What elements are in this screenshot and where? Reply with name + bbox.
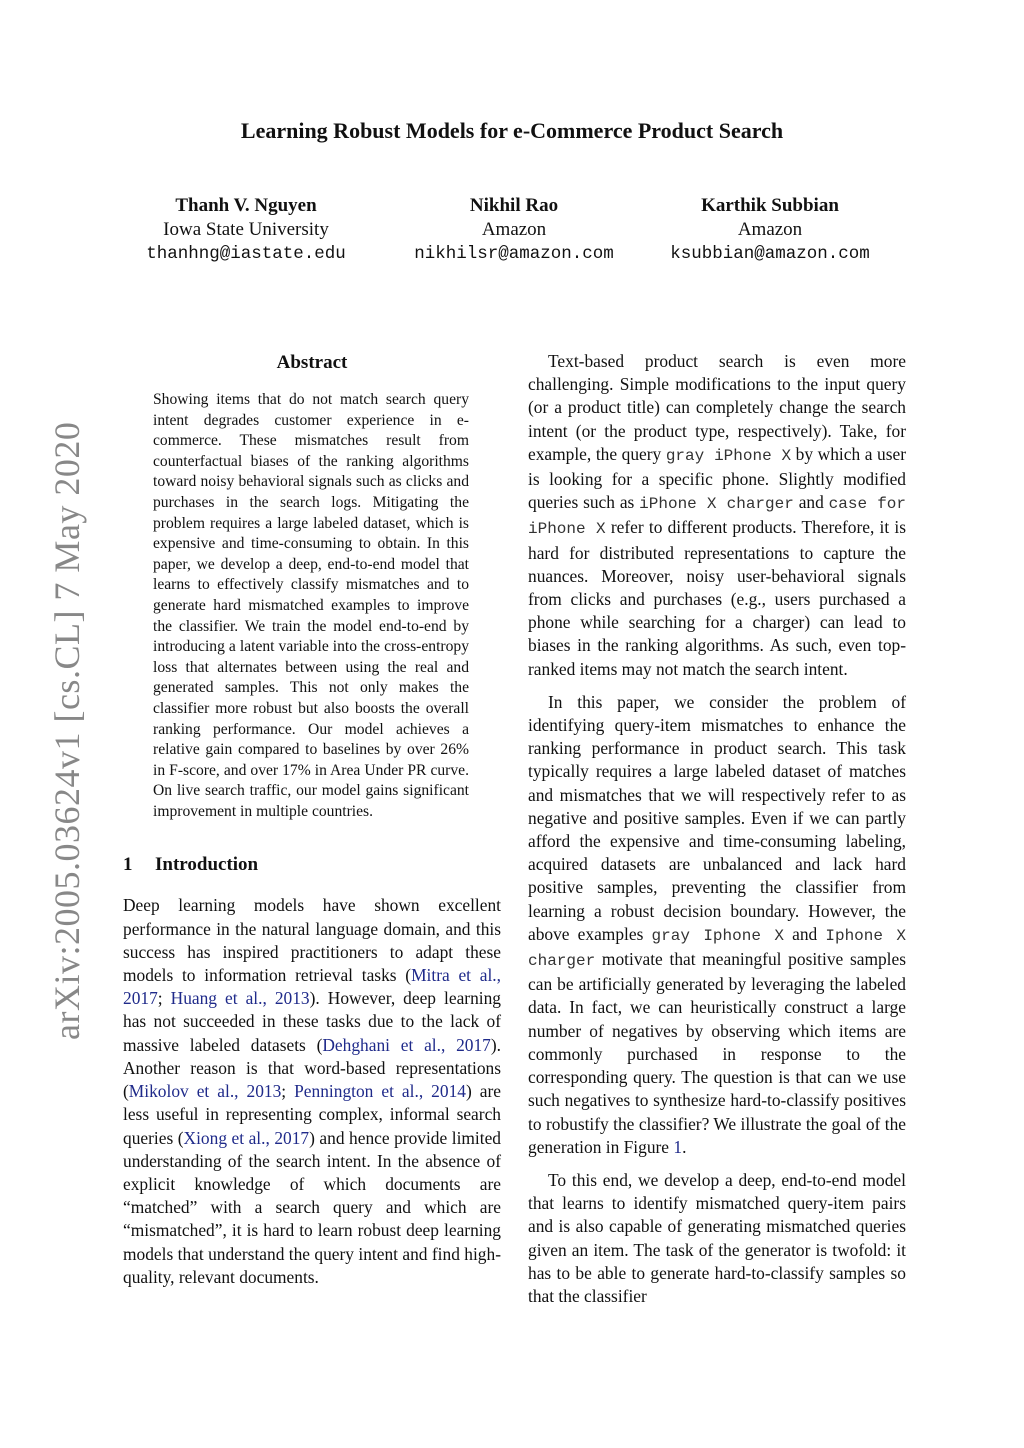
intro-paragraph-4: To this end, we develop a deep, end-to-end model that learns to identify mismatched query-item pairs and is also capable of generating mismatched queries given an item. The task of the generator is twofold: it has to be able to generate hard-to-classify samples so that the classifier [528,1169,906,1306]
text-run: Deep learning models have shown excellent performance in the natural language domain, and this success has inspired practitioners to adapt these models to information retrieval tasks ( [123,895,501,986]
citation-link[interactable]: Pennington et al., 2014 [294,1081,466,1102]
paper-title: Learning Robust Models for e-Commerce Product Search [240,118,784,143]
author-block [130,194,362,266]
text-run: refer to different products. Therefore, it is hard for distributed representations to capture the nuances. Moreover, noisy user-behavioral signals from clicks and purchases (e.g., users purchased a phone while searching for a charger) can lead to biases in the ranking algorithms. As such, even top-ranked items may not match the search intent. [528,517,907,679]
text-run: ; [281,1081,295,1102]
text-run: by which a user is looking for a specific phone. Slightly modified queries such as [528,443,906,513]
author-name: Karthik Subbian [701,195,839,216]
author-email: thanhng@iastate.edu [146,244,346,264]
text-run: . [682,1136,687,1157]
author-affiliation: Amazon [737,219,803,240]
right-column [528,350,906,1308]
code-snippet: gray iPhone X [665,446,792,465]
text-run: ) are less useful in representing complex, informal search queries ( [123,1081,501,1148]
left-column [123,350,501,1289]
section-title: Introduction [155,854,259,876]
code-snippet: iPhone X charger [639,495,794,514]
arxiv-identifier: arXiv:2005.03624v1 [cs.CL] 7 May 2020 [47,421,87,1040]
section-heading-introduction [123,852,501,878]
code-snippet: case for iPhone X [528,495,906,539]
author-email: ksubbian@amazon.com [670,244,870,264]
author-email: nikhilsr@amazon.com [414,244,614,264]
text-run: ) and hence provide limited understanding of the search intent. In the absence of explicit knowledge of which documents are “matched” with a search query and which are “mismatched”, it is hard to learn robust deep learning models that understand the query intent and find high-quality, relevant documents. [123,1127,502,1287]
text-run: and [793,492,829,513]
text-run: motivate that meaningful positive samples can be artificially generated by leveraging the labeled data. In fact, we can heuristically construct a large number of negatives by observing which items are commonly purchased in response to the corresponding query. The question is that can we use such negatives to synthesize hard-to-classify positives to robustify the classifier? We illustrate the goal of the generation in Figure [528,949,906,1157]
code-snippet: Iphone X charger [528,926,906,971]
text-run: ). Another reason is that word-based representations ( [123,1034,501,1102]
author-affiliation: Iowa State University [163,219,329,240]
citation-link[interactable]: Huang et al., 2013 [170,988,310,1009]
author-name: Thanh V. Nguyen [175,195,317,216]
text-run: and [783,923,826,944]
intro-paragraph-2 [528,350,906,681]
intro-paragraph-3 [528,691,906,1159]
intro-paragraph-1 [123,894,501,1288]
code-snippet: gray Iphone X [651,926,784,945]
author-block [654,194,886,266]
author-block [398,194,630,266]
author-affiliation: Amazon [481,219,547,240]
text-run: ; [157,988,171,1009]
text-run: In this paper, we consider the problem of identifying query-item mismatches to enhance the ranking performance in product search. This task typically requires a large labeled dataset of matches and mismatches that we will respectively refer to as negative and positive samples. Even if we can partly afford the expensive and time-consuming labeling, acquired datasets are unbalanced and lack hard positive samples, preventing the classifier from learning a robust decision boundary. However, the above examples [528,691,906,944]
citation-link[interactable]: Mitra et al., 2017 [123,965,501,1009]
abstract-text: Showing items that do not match search query intent degrades customer experience in e-commerce. These mismatches result from counterfactual biases of the ranking algorithms toward noisy behavioral signals such as clicks and purchases in the search logs. Mitigating the problem requires a large labeled dataset, which is expensive and time-consuming to obtain. In this paper, we develop a deep, end-to-end model that learns to effectively classify mismatches and to generate hard mismatched examples to improve the classifier. We train the model end-to-end by introducing a latent variable into the cross-entropy loss that alternates between using the real and generated samples. This not only makes the classifier more robust but also boosts the overall ranking performance. Our model achieves a relative gain compared to baselines by over 26% in F-score, and over 17% in Area Under PR curve. On live search traffic, our model gains significant improvement in multiple countries. [153,391,469,820]
text-run: ). However, deep learning has not succeeded in these tasks due to the lack of massive labeled datasets ( [123,988,501,1055]
figure-reference-link[interactable]: 1 [673,1136,683,1157]
citation-link[interactable]: Mikolov et al., 2013 [128,1081,282,1102]
author-name: Nikhil Rao [469,195,559,216]
citation-link[interactable]: Dehghani et al., 2017 [322,1034,491,1055]
citation-link[interactable]: Xiong et al., 2017 [183,1127,310,1148]
text-run: Text-based product search is even more challenging. Simple modifications to the input query (or a product title) can completely change the search intent (or the product type, respectively). Take, for example, the query [528,351,906,464]
section-number: 1 [123,854,133,876]
abstract-heading: Abstract [276,352,348,373]
